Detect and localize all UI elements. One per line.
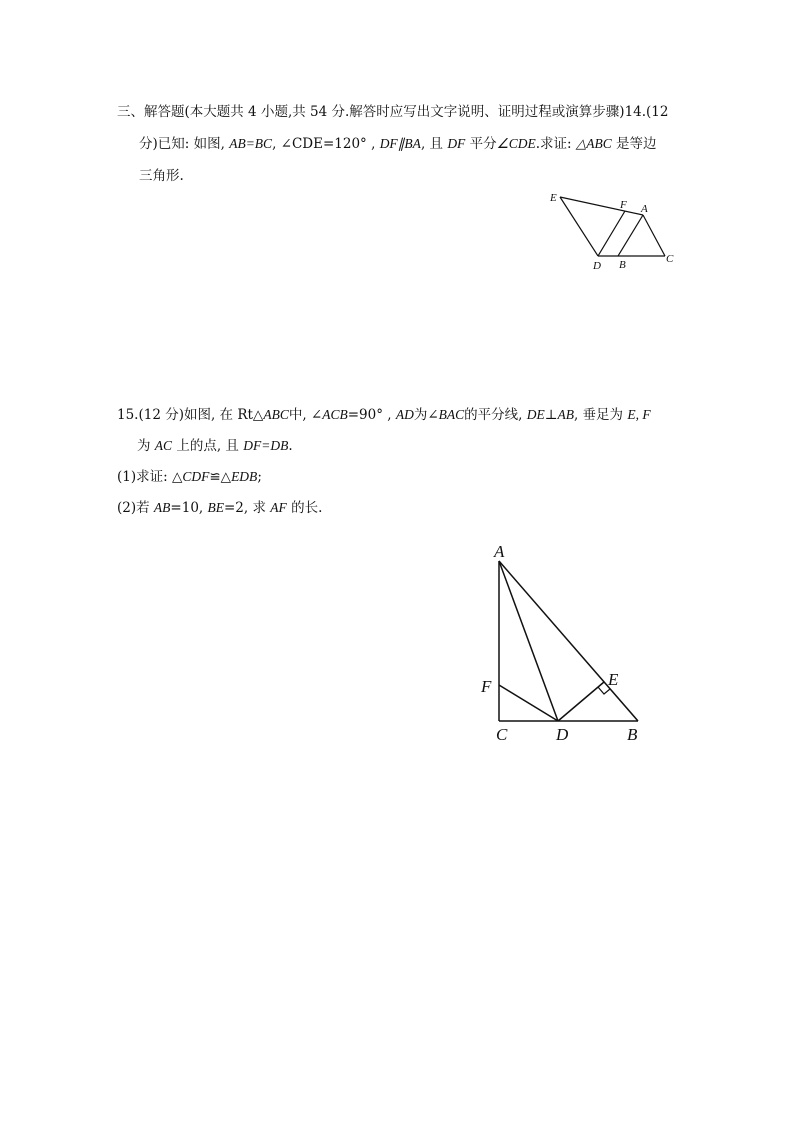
q15-text: =2, 求	[224, 500, 271, 516]
fig14-label-e: E	[550, 192, 557, 204]
q15-text: 的平分线,	[464, 407, 527, 423]
q15-text: 15.(12 分)如图, 在 Rt△	[117, 407, 264, 423]
q15-edb: EDB	[231, 469, 258, 484]
figure-15	[470, 540, 660, 750]
q14-text: 分)已知: 如图,	[139, 136, 230, 152]
fig15-label-e: E	[608, 670, 619, 689]
q14-triangle: △ABC	[575, 136, 612, 151]
q14-text: 三角形.	[139, 168, 184, 184]
q15-text: , 垂足为	[573, 407, 628, 423]
fig14-segment-ba	[618, 215, 643, 256]
q14-df-parallel-ba: DF∥BA	[379, 136, 421, 151]
q15-abc: ABC	[263, 407, 289, 422]
q15-text: (1)求证: △	[117, 469, 183, 485]
q15-acb: ACB	[322, 407, 348, 422]
q15-part-2	[117, 498, 322, 518]
q14-text: 平分	[465, 136, 497, 152]
fig15-label-c: C	[496, 725, 508, 744]
fig15-segment-fd	[499, 685, 558, 721]
q15-be: BE	[207, 500, 224, 515]
q14-text: , 且	[420, 136, 448, 152]
q15-text: 为	[137, 438, 155, 454]
fig14-label-f: F	[620, 199, 627, 211]
q14-df: DF	[447, 136, 466, 151]
q14-text: 是等边	[611, 136, 657, 152]
q15-text: 上的点, 且	[172, 438, 244, 454]
fig15-label-f: F	[481, 677, 492, 696]
q15-cdf: CDF	[182, 469, 210, 484]
section-heading-line	[117, 102, 668, 122]
q14-text: ,	[366, 136, 380, 152]
q14-ab-bc: AB=BC	[229, 136, 273, 151]
q15-de: DE	[526, 407, 545, 422]
fig14-label-d: D	[593, 260, 601, 272]
figure-14	[540, 190, 690, 275]
fig14-label-b: B	[619, 259, 626, 271]
q15-ac: AC	[154, 438, 173, 453]
fig15-label-b: B	[627, 725, 638, 744]
q14-number: 14.(12	[624, 104, 669, 120]
q15-ab: AB	[153, 500, 171, 515]
q15-line-2	[137, 436, 293, 456]
q15-text: =90° ,	[347, 407, 396, 423]
q15-ef: E, F	[627, 407, 651, 422]
fig14-label-c: C	[666, 253, 674, 265]
q14-line-3	[139, 166, 184, 186]
q15-text: ≌△	[209, 469, 232, 485]
q14-text: ,	[272, 136, 281, 152]
q15-df-db: DF=DB	[243, 438, 289, 453]
fig15-segment-de	[558, 682, 604, 721]
q15-text: 的长.	[286, 500, 323, 516]
q15-text: =10,	[170, 500, 208, 516]
fig14-segment-ac	[643, 215, 665, 256]
fig15-label-d: D	[556, 725, 569, 744]
fig14-segment-ea	[560, 197, 643, 215]
section-heading: 三、解答题(本大题共 4 小题,共 54 分.解答时应写出文字说明、证明过程或演算步骤)	[117, 104, 625, 120]
q14-text: .求证:	[535, 136, 576, 152]
q15-ab: AB	[557, 407, 574, 422]
q15-text: (2)若	[117, 500, 154, 516]
fig15-label-a: A	[494, 542, 505, 561]
q14-angle-cde: ∠CDE=120°	[280, 136, 367, 152]
q15-ad: AD	[395, 407, 414, 422]
fig15-segment-ad	[499, 561, 558, 721]
q15-text: 为∠	[413, 407, 439, 423]
fig14-segment-ed	[560, 197, 598, 256]
q14-line-2	[139, 134, 657, 154]
q15-perp-symbol: ⊥	[544, 407, 558, 423]
fig14-segment-df	[598, 211, 625, 256]
q15-text: .	[288, 438, 293, 454]
q15-bac: BAC	[438, 407, 465, 422]
q15-part-1	[117, 467, 262, 487]
fig14-label-a: A	[641, 203, 648, 215]
q14-angle: ∠CDE	[496, 136, 536, 151]
q15-line-1	[117, 405, 651, 425]
q15-text: ;	[257, 469, 262, 485]
q15-af: AF	[270, 500, 287, 515]
q15-text: 中, ∠	[288, 407, 323, 423]
